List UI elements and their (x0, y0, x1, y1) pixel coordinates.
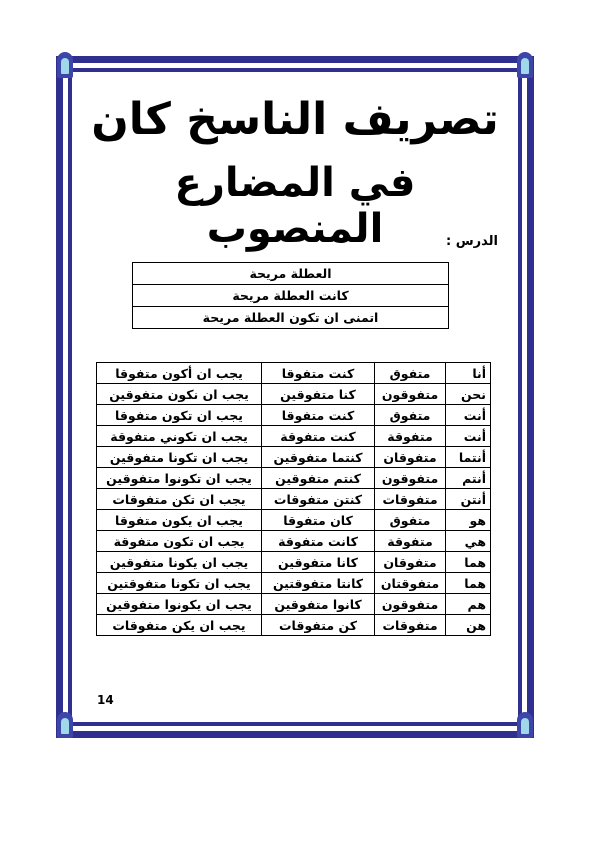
conjugation-row (97, 384, 491, 405)
page-number: 14 (97, 693, 114, 707)
adjective-cell: متفوقتان (375, 573, 446, 594)
adjective-cell: متفوقات (375, 489, 446, 510)
pronoun-cell: هم (446, 594, 491, 615)
example-cell: العطلة مريحة (133, 263, 449, 285)
adjective-cell: متفوقات (375, 615, 446, 636)
example-cell: كانت العطلة مريحة (133, 285, 449, 307)
adjective-cell: متفوقة (375, 531, 446, 552)
subjunctive-cell: يجب ان يكن متفوقات (97, 615, 262, 636)
conjugation-row (97, 489, 491, 510)
subjunctive-cell: يجب ان تكون متفوقا (97, 405, 262, 426)
page-title: تصريف الناسخ كان (91, 94, 499, 145)
adjective-cell: متفوقون (375, 384, 446, 405)
pronoun-cell: أنت (446, 405, 491, 426)
corner-ornament-top-left (57, 52, 73, 78)
subjunctive-cell: يجب ان يكونوا متفوقين (97, 594, 262, 615)
past-tense-cell: كانوا متفوقين (262, 594, 375, 615)
conjugation-row (97, 552, 491, 573)
subjunctive-cell: يجب ان يكونا متفوقين (97, 552, 262, 573)
past-tense-cell: كان متفوقا (262, 510, 375, 531)
past-tense-cell: كنتم متفوقين (262, 468, 375, 489)
subjunctive-cell: يجب ان نكون متفوقين (97, 384, 262, 405)
past-tense-cell: كنت متفوقا (262, 363, 375, 384)
example-cell: اتمنى ان تكون العطلة مريحة (133, 307, 449, 329)
example-row (133, 285, 449, 307)
pronoun-cell: هي (446, 531, 491, 552)
subjunctive-cell: يجب ان تكن متفوقات (97, 489, 262, 510)
adjective-cell: متفوقان (375, 447, 446, 468)
conjugation-row (97, 531, 491, 552)
conjugation-row (97, 573, 491, 594)
conjugation-row (97, 426, 491, 447)
adjective-cell: متفوقون (375, 594, 446, 615)
pronoun-cell: أنتن (446, 489, 491, 510)
past-tense-cell: كانت متفوقة (262, 531, 375, 552)
past-tense-cell: كنتن متفوقات (262, 489, 375, 510)
past-tense-cell: كنت متفوقة (262, 426, 375, 447)
examples-table (132, 262, 449, 329)
subjunctive-cell: يجب ان تكوني متفوقة (97, 426, 262, 447)
corner-ornament-bottom-left (57, 712, 73, 738)
adjective-cell: متفوق (375, 510, 446, 531)
past-tense-cell: كنت متفوقا (262, 405, 375, 426)
subjunctive-cell: يجب ان تكون متفوقة (97, 531, 262, 552)
pronoun-cell: هما (446, 573, 491, 594)
corner-ornament-top-right (517, 52, 533, 78)
pronoun-cell: نحن (446, 384, 491, 405)
adjective-cell: متفوق (375, 363, 446, 384)
example-row (133, 263, 449, 285)
past-tense-cell: كنا متفوقين (262, 384, 375, 405)
conjugation-row (97, 594, 491, 615)
subjunctive-cell: يجب ان يكون متفوقا (97, 510, 262, 531)
conjugation-row (97, 363, 491, 384)
lesson-label: الدرس : (446, 234, 498, 249)
past-tense-cell: كنتما متفوقين (262, 447, 375, 468)
adjective-cell: متفوقان (375, 552, 446, 573)
past-tense-cell: كانتا متفوقتين (262, 573, 375, 594)
conjugation-row (97, 447, 491, 468)
conjugation-row (97, 510, 491, 531)
pronoun-cell: أنا (446, 363, 491, 384)
subjunctive-cell: يجب ان أكون متفوقا (97, 363, 262, 384)
conjugation-table (96, 362, 491, 636)
pronoun-cell: هن (446, 615, 491, 636)
adjective-cell: متفوقون (375, 468, 446, 489)
pronoun-cell: أنتما (446, 447, 491, 468)
past-tense-cell: كانا متفوقين (262, 552, 375, 573)
page-subtitle: في المضارع المنصوب (174, 160, 416, 252)
pronoun-cell: هو (446, 510, 491, 531)
subjunctive-cell: يجب ان تكونوا متفوقين (97, 468, 262, 489)
adjective-cell: متفوقة (375, 426, 446, 447)
conjugation-row (97, 405, 491, 426)
conjugation-row (97, 468, 491, 489)
pronoun-cell: أنتم (446, 468, 491, 489)
adjective-cell: متفوق (375, 405, 446, 426)
pronoun-cell: أنت (446, 426, 491, 447)
corner-ornament-bottom-right (517, 712, 533, 738)
subjunctive-cell: يجب ان تكونا متفوقتين (97, 573, 262, 594)
subjunctive-cell: يجب ان تكونا متفوقين (97, 447, 262, 468)
conjugation-row (97, 615, 491, 636)
past-tense-cell: كن متفوقات (262, 615, 375, 636)
example-row (133, 307, 449, 329)
pronoun-cell: هما (446, 552, 491, 573)
